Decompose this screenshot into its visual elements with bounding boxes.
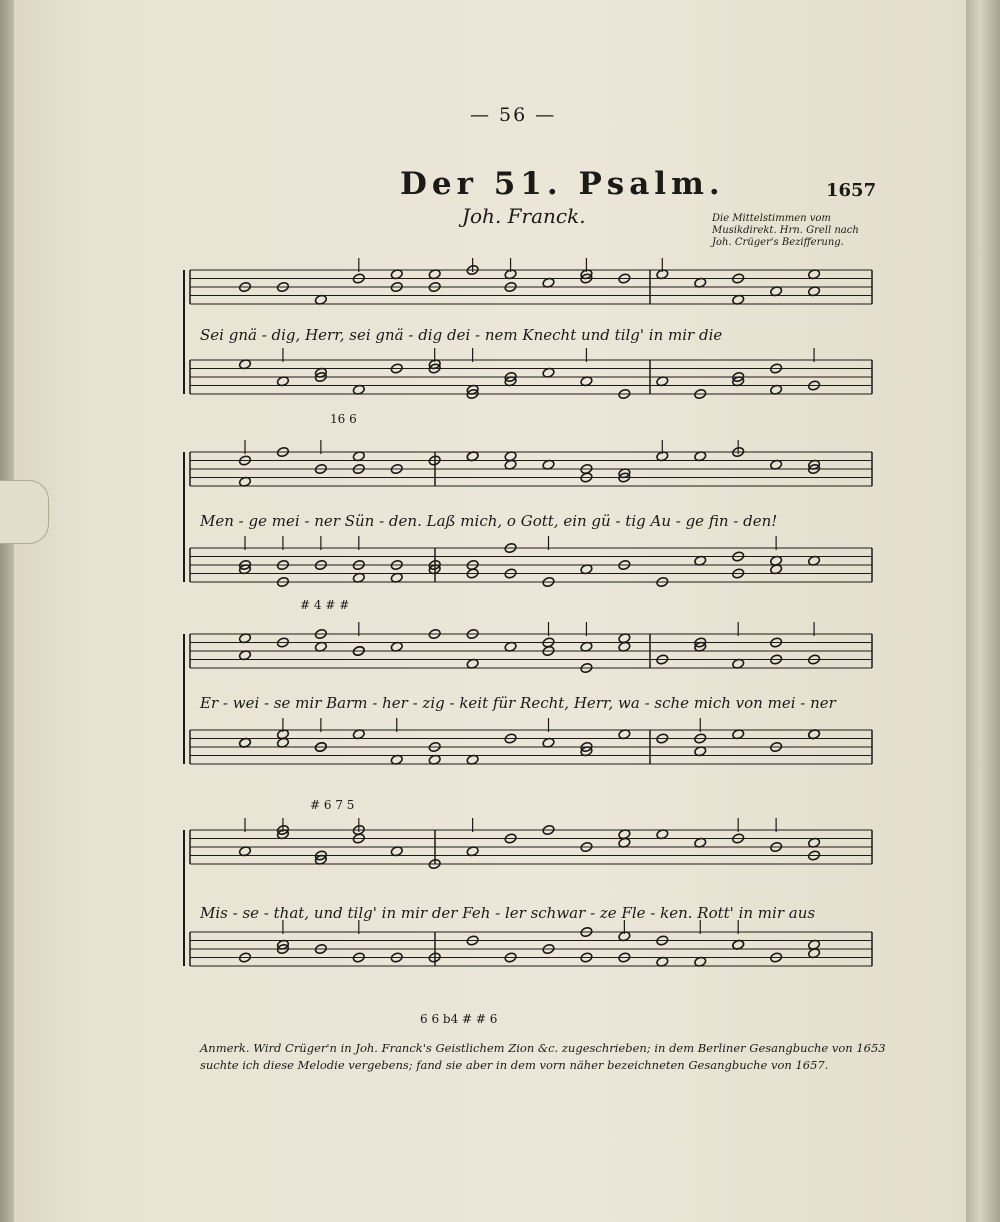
figured-bass-1: 16 6 bbox=[330, 412, 357, 426]
lyrics-line-2: Men - ge mei - ner Sün - den. Laß mich, o Gott, ein gü - tig Au - ge fin - den! bbox=[200, 512, 778, 530]
author-name: Joh. Franck. bbox=[462, 204, 586, 228]
year-label: 1657 bbox=[826, 180, 877, 201]
page-title: Der 51. Psalm. bbox=[400, 166, 725, 202]
harmony-note: Die Mittelstimmen vom Musikdirekt. Hrn. Grell nach Joh. Crüger's Bezifferung. bbox=[712, 213, 859, 248]
figured-bass-3: # 6 7 5 bbox=[310, 798, 355, 812]
lyrics-line-1: Sei gnä - dig, Herr, sei gnä - dig dei - nem Knecht und tilg' in mir die bbox=[200, 326, 723, 344]
footnote-label: Anmerk. bbox=[200, 1041, 250, 1055]
page-number: — 56 — bbox=[470, 104, 557, 126]
footnote-text: Wird Crüger'n in Joh. Franck's Geistlichem Zion &c. zugeschrieben; in dem Berliner Gesangbuche von 1653 suchte ich diese Melodie vergebens; fand sie aber in dem vorn näher bezeichneten Gesangbuche von 1657. bbox=[200, 1041, 886, 1072]
lyrics-line-4: Mis - se - that, und tilg' in mir der Feh - ler schwar - ze Fle - ken. Rott' in mir aus bbox=[200, 904, 816, 922]
figured-bass-2: # 4 # # bbox=[300, 598, 350, 612]
footnote bbox=[200, 1040, 890, 1074]
figured-bass-4: 6 6 b4 # # 6 bbox=[420, 1012, 498, 1026]
lyrics-line-3: Er - wei - se mir Barm - her - zig - keit für Recht, Herr, wa - sche mich von mei - ner bbox=[200, 694, 836, 712]
